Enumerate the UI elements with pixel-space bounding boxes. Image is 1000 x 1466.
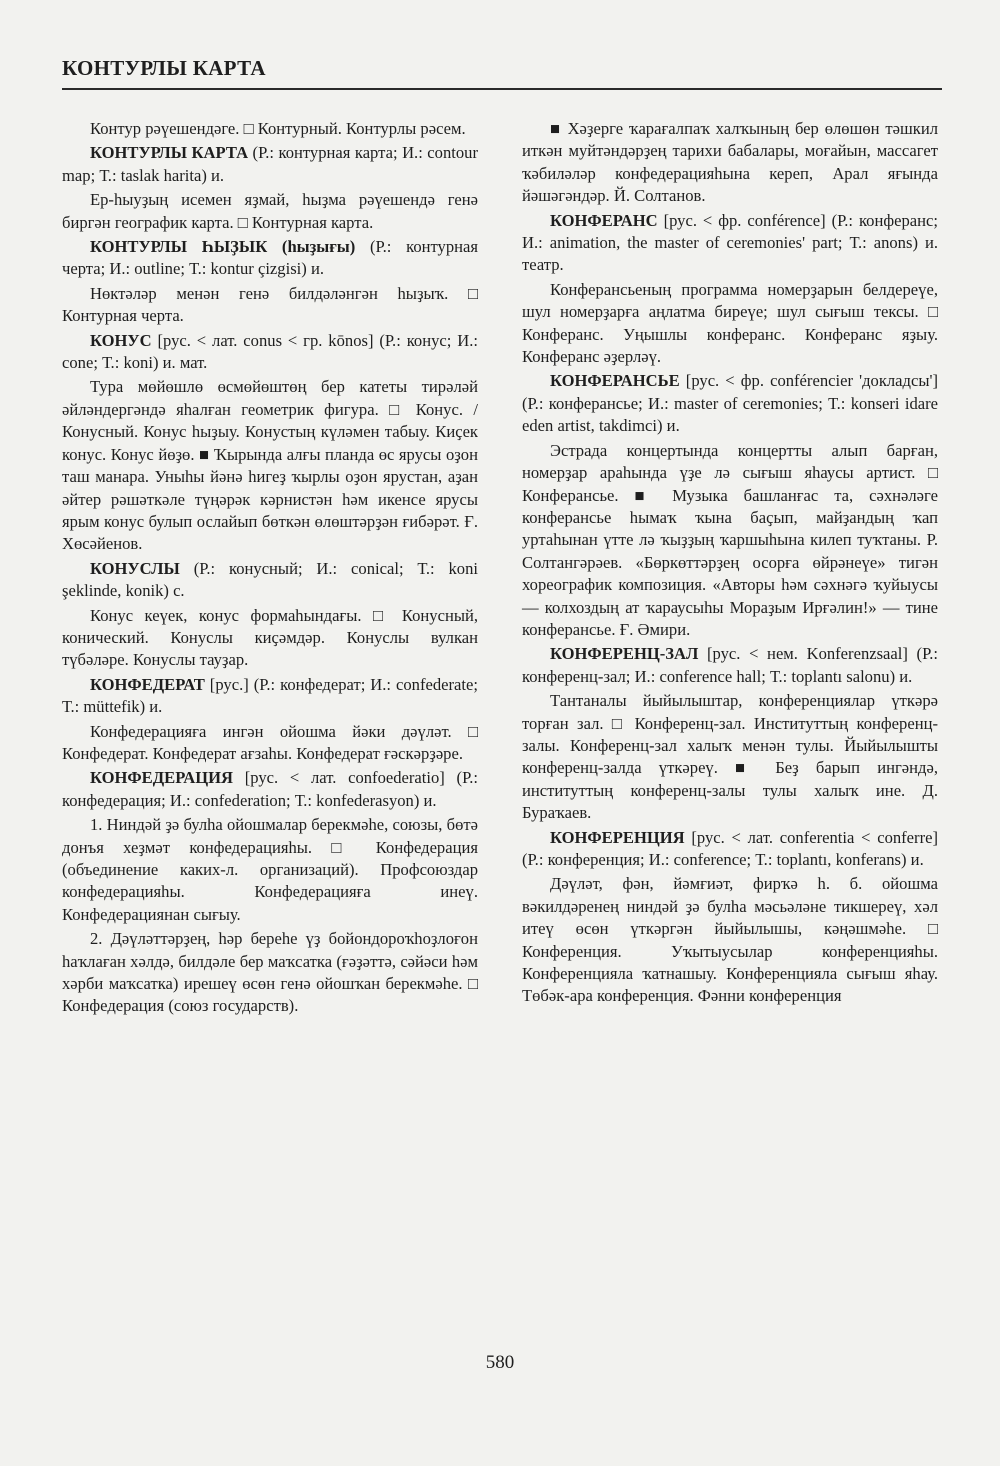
headword: КОНФЕРАНС	[550, 210, 658, 230]
dictionary-entry: КОНУСЛЫ (Р.: конусный; И.: conical; Т.: koni şeklinde, konik) с.	[62, 558, 478, 601]
entry-paragraph: Тура мөйөшлө өсмөйөштөң бер катеты тирәләй әйләндергәндә яһалған геометрик фигура. □ Конус. / Конусный. Конус һыҙыу. Конустың күләмен табыу. Киҫек конус. Конус йөҙө. ■ Ҡырында алғы планда өс ярусы оҙон таш манара. Уныһы йәнә һигеҙ ҡырлы оҙон ярустан, аҙан әйтер рәшәткәле түңәрәк кәрнистән һәм икенсе ярусы ярым конус булып ослайып бөткән өлөштәрҙән ғибәрәт. Ғ. Хөсәйенов.	[62, 377, 478, 554]
headword: КОНФЕРЕНЦ-ЗАЛ	[550, 644, 699, 664]
entry-paragraph: Конус кеүек, конус формаһындағы. □ Конусный, конический. Конуслы киҫәмдәр. Конуслы вулкан түбәләре. Конуслы тауҙар.	[62, 605, 478, 670]
headword: КОНФЕРАНСЬЕ	[550, 371, 680, 391]
left-column	[62, 118, 478, 1020]
entry-paragraph: Дәүләт, фән, йәмғиәт, фирҡә һ. б. ойошма вәкилдәренең ниндәй ҙә булһа мәсьәләне тикшереү, хәл итеү өсөн үткәргән йыйылышы, кәңәшмәһе. □ Конференция. Уҡытыусылар конференцияһы. Конференцияла ҡатнашыу. Конференцияла сығыш яһау. Төбәк-ара конференция. Фәнни конференция	[522, 874, 938, 1006]
entry-paragraph: Эстрада концертында концертты алып барған, номерҙар араһында үҙе лә сығыш яһаусы артист. □ Конферансье. ■ Музыка башланғас та, сәхнәләге конферансье һымаҡ ҡына баҫып, майҙандың ҡап уртаһынан үтте лә ҡыҙҙың ҡаршыһына килеп туҡтаны. Р. Солтангәрәев. «Бөркөттәрҙең осорға өйрәнеүе» тигән хореографик композиция. «Авторы һәм сәхнәгә ҡуйыусы — колхоздың ат ҡараусыһы Мораҙым Ирғәлин!» — тине конферансье. Ғ. Әмири.	[522, 440, 938, 639]
entry-paragraph: Контур рәүешендәге. □ Контурный. Контурлы рәсем.	[90, 119, 466, 138]
headword: КОНФЕДЕРАЦИЯ	[90, 768, 234, 788]
headword: КОНУС	[90, 330, 152, 350]
dictionary-entry: КОНФЕРЕНЦИЯ [рус. < лат. conferentia < conferre] (Р.: конференция; И.: conference; Т.: toplantı, konferans) и.	[522, 827, 938, 869]
entry-paragraph: Тантаналы йыйылыштар, конференциялар үткәрә торған зал. □ Конференц-зал. Институттың конференц-залы. Конференц-зал халыҡ менән тулы. Йыйылышты конференц-залда үткәреү. ■ Беҙ барып ингәндә, институттың конференц-залы тулы халыҡ ине. Д. Бураҡаев.	[522, 691, 938, 823]
entry-paragraph: Нөктәләр менән генә билдәләнгән һыҙыҡ. □ Контурная черта.	[62, 283, 478, 326]
dictionary-entry: КОНТУРЛЫ ҺЫҘЫК (һыҙығы) (Р.: контурная черта; И.: outline; Т.: kontur çizgisi) и.	[62, 237, 478, 279]
dictionary-entry: КОНФЕРЕНЦ-ЗАЛ [рус. < нем. Konferenzsaal] (Р.: конференц-зал; И.: conference hall; Т.: toplantı salonu) и.	[522, 644, 938, 686]
running-title: КОНТУРЛЫ КАРТА	[62, 56, 266, 80]
entry-paragraph: Конферансьеның программа номерҙарын белдереүе, шул номерҙарға аңлатма биреүе; шул сығыш тексы. □ Конферанс. Уңышлы конферанс. Конферанс яҙыу. Конферанс әҙерләү.	[522, 279, 938, 367]
dictionary-entry: КОНФЕРАНС [рус. < фр. conférence] (Р.: конферанс; И.: animation, the master of ceremonies' part; Т.: anons) и. театр.	[522, 210, 938, 275]
entry-paragraph: 2. Дәүләттәрҙең, һәр береһе үҙ бойондороҡһоҙлоғон һаҡлаған хәлдә, билдәле бер маҡсатка (ғәҙәттә, сәйәси һәм хәрби маҡсатка) ирешеү өсөн генә ойошҡан берекмәһе. □ Конфедерация (союз государств).	[62, 929, 478, 1016]
headword: КОНФЕРЕНЦИЯ	[550, 827, 685, 847]
headword: КОНТУРЛЫ КАРТА	[90, 143, 249, 163]
right-column	[522, 118, 938, 1010]
dictionary-entry: КОНТУРЛЫ КАРТА (Р.: контурная карта; И.: contour map; Т.: taslak harita) и.	[62, 143, 478, 185]
headword: КОНФЕДЕРАТ	[90, 674, 205, 694]
entry-paragraph: 1. Ниндәй ҙә булһа ойошмалар берекмәһе, союзы, бөтә донъя хеҙмәт конфедерацияһы. □ Конфедерация (объединение каких-л. организаций). Профсоюздар конфедерацияһы. Конфедерацияға инеү. Конфедерациянан сығыу.	[62, 815, 478, 924]
headword: КОНТУРЛЫ ҺЫҘЫК (һыҙығы)	[90, 237, 356, 257]
entry-paragraph: ■ Хәҙерге ҡарағалпаҡ халҡының бер өлөшөн тәшкил иткән муйтәндәрҙең тарихи бабалары, моғайын, массагет ҡәбиләләр конфедерацияһына кереп, Арал яғында йәшәгәндәр. Й. Солтанов.	[522, 119, 938, 206]
entry-paragraph: Конфедерацияға ингән ойошма йәки дәүләт. □ Конфедерат. Конфедерат ағзаһы. Конфедерат ғәскәрҙәре.	[62, 721, 478, 763]
page-number: 580	[485, 1352, 515, 1373]
header-rule	[62, 88, 942, 90]
entry-paragraph: Ер-һыуҙың исемен яҙмай, һыҙма рәүешендә генә биргән географик карта. □ Контурная карта.	[62, 190, 478, 232]
headword: КОНУСЛЫ	[90, 558, 180, 578]
dictionary-entry: КОНФЕДЕРАЦИЯ [рус. < лат. confoederatio] (Р.: конфедерация; И.: confederation; Т.: konfederasyon) и.	[62, 768, 478, 810]
dictionary-entry: КОНУС [рус. < лат. conus < гр. kōnos] (Р.: конус; И.: cone; Т.: koni) и. мат.	[62, 330, 478, 373]
dictionary-entry: КОНФЕРАНСЬЕ [рус. < фр. conférencier 'докладсы'] (Р.: конферансье; И.: master of ceremonies; Т.: konseri idare eden artist, takdimci) и.	[522, 371, 938, 436]
dictionary-entry: КОНФЕДЕРАТ [рус.] (Р.: конфедерат; И.: confederate; Т.: müttefik) и.	[62, 674, 478, 717]
